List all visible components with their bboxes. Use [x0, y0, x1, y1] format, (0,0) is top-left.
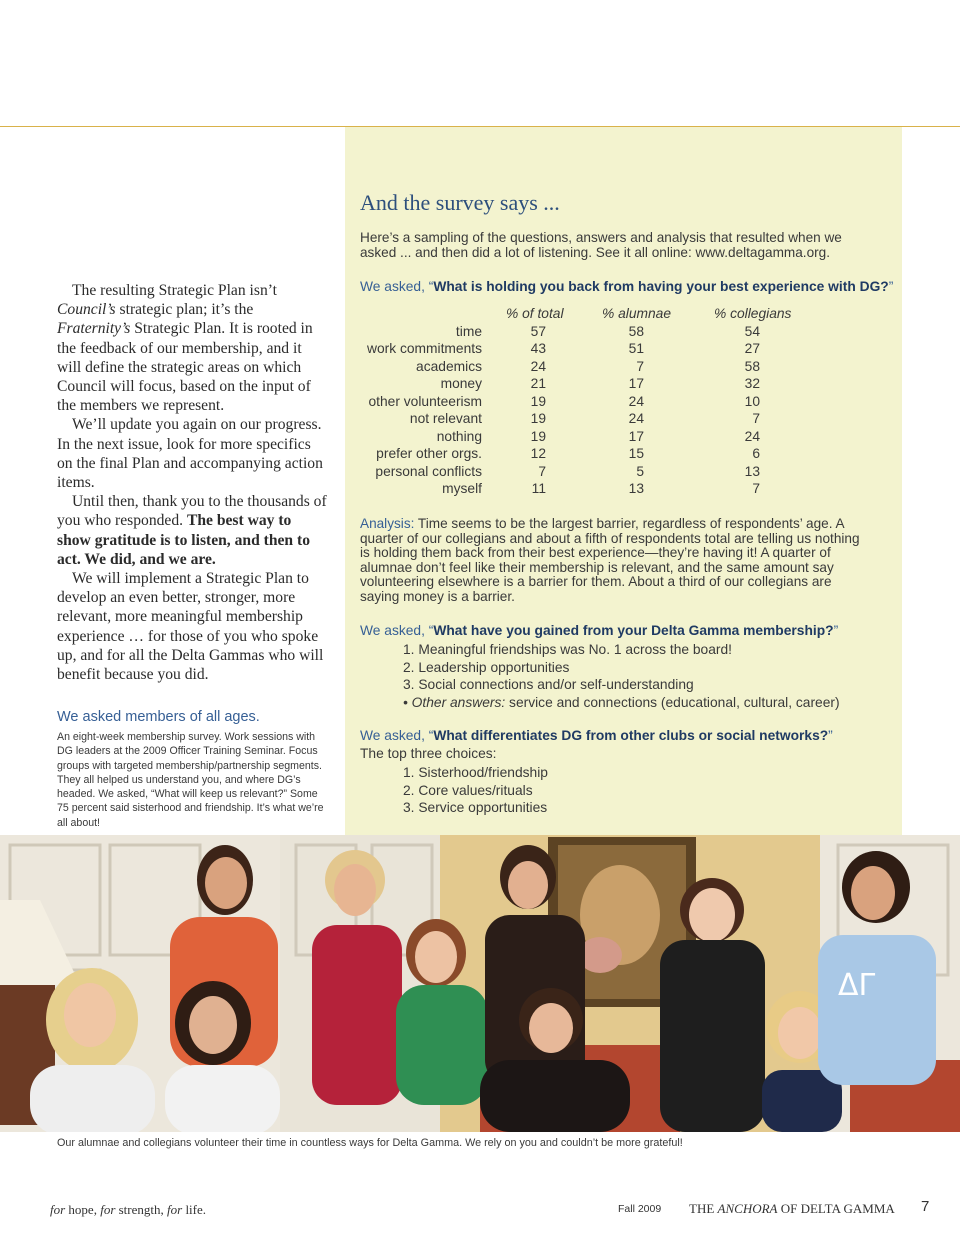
- mag-anchora: ANCHORA: [717, 1201, 778, 1216]
- table-cell-alumnae: 5: [636, 463, 644, 479]
- analysis-label: Analysis:: [360, 516, 415, 531]
- q2-answer-list: [403, 641, 883, 711]
- p1-fraternity: Fraternity’s: [57, 320, 131, 338]
- q3-lead: The top three choices:: [360, 746, 497, 761]
- tagline-for-2: for: [100, 1202, 116, 1217]
- table-cell-total: 43: [530, 341, 546, 356]
- list-item: [403, 694, 883, 712]
- mag-rest: OF DELTA GAMMA: [777, 1201, 895, 1216]
- table-cell-label: prefer other orgs.: [376, 446, 482, 461]
- table-cell-alumnae: 13: [628, 481, 644, 496]
- table-cell-collegians: 24: [744, 428, 760, 444]
- header-alumnae: % alumnae: [602, 306, 672, 321]
- list-item: 1. Sisterhood/friendship: [403, 765, 548, 780]
- q1-text: What is holding you back from having your best experience with DG?: [433, 279, 889, 294]
- table-cell-total: 24: [530, 358, 546, 374]
- table-row: [356, 324, 796, 342]
- tagline-hope: hope,: [65, 1202, 101, 1217]
- table-cell-label: personal conflicts: [375, 463, 482, 479]
- photo-caption: Our alumnae and collegians volunteer their time in countless ways for Delta Gamma. We rely on you and couldn’t be more grateful!: [57, 1137, 683, 1149]
- table-body: [356, 324, 796, 499]
- q3-suffix: ”: [828, 728, 833, 743]
- list-item: 3. Service opportunities: [403, 800, 548, 815]
- analysis: [360, 517, 870, 604]
- table-cell-label: nothing: [436, 428, 482, 444]
- table-cell-alumnae: 24: [628, 411, 644, 426]
- table-cell-label: not relevant: [409, 411, 482, 426]
- table-cell-alumnae: 58: [628, 323, 644, 339]
- q2-text: What have you gained from your Delta Gamma membership?: [433, 623, 834, 638]
- analysis-text: Time seems to be the largest barrier, regardless of respondents’ age. A quarter of our collegians and about a fifth of respondents total are telling us nothing is holding them back from their best experience—they’re having it! A quarter of alumnae don’t feel like their membership is relevant, and the same amount say volunteering elsewhere is a barrier for them. About a third of our collegians are saying money is a barrier.: [360, 516, 860, 604]
- table-cell-label: work commitments: [367, 341, 482, 356]
- table-cell-total: 11: [531, 481, 546, 496]
- survey-table: [356, 306, 796, 499]
- table-row: [356, 394, 796, 412]
- table-cell-collegians: 7: [752, 481, 760, 496]
- group-photo: [0, 835, 960, 1132]
- list-item: 2. Leadership opportunities: [403, 659, 570, 675]
- q2-suffix: ”: [833, 623, 839, 638]
- paragraph-3: [57, 492, 329, 569]
- footer-magazine-title: [689, 1201, 895, 1217]
- q2-prefix: We asked, “: [360, 623, 434, 638]
- footer-tagline: [50, 1202, 206, 1218]
- table-cell-total: 19: [530, 411, 546, 426]
- q1-suffix: ”: [888, 279, 894, 294]
- table-cell-label: money: [440, 376, 482, 391]
- members-body: An eight-week membership survey. Work sessions with DG leaders at the 2009 Officer Training Seminar. Focus groups with targeted membership/partnership segments. They all helped us understand you, and where DG’s headed. We asked, “What will keep us relevant?” Some 75 percent said sisterhood and friendship. It’s what we’re all about!: [57, 731, 324, 829]
- table-row: [356, 359, 796, 377]
- page-number: 7: [921, 1198, 930, 1215]
- paragraph-2: We’ll update you again on our progress. In the next issue, look for more specifics on the final Plan and accompanying action items.: [57, 416, 323, 492]
- table-header: [356, 306, 796, 324]
- table-cell-alumnae: 15: [628, 446, 644, 461]
- list-item: 3. Social connections and/or self-understanding: [403, 677, 694, 692]
- table-row: [356, 446, 796, 464]
- table-cell-total: 57: [530, 323, 546, 339]
- table-cell-alumnae: 17: [628, 376, 644, 391]
- table-row: [356, 411, 796, 429]
- table-cell-collegians: 13: [744, 463, 760, 479]
- table-cell-alumnae: 17: [628, 428, 644, 444]
- p1-text-a: The resulting Strategic Plan isn’t: [72, 282, 277, 299]
- question-2: [360, 623, 900, 638]
- tagline-strength: strength,: [115, 1202, 168, 1217]
- question-3: [360, 728, 900, 743]
- p1-text-c: Strategic Plan. It is rooted in the feedback of our membership, and it will define the strategic areas on which Council will focus, based on the input of the members we represent.: [57, 320, 313, 415]
- tagline-for-3: for: [167, 1202, 183, 1217]
- q3-text: What differentiates DG from other clubs or social networks?: [433, 728, 829, 743]
- q3-prefix: We asked, “: [360, 728, 434, 743]
- table-row: [356, 429, 796, 447]
- table-cell-collegians: 7: [752, 411, 760, 426]
- footer-issue: Fall 2009: [618, 1203, 662, 1215]
- table-cell-alumnae: 7: [636, 358, 644, 374]
- table-cell-alumnae: 51: [628, 341, 644, 356]
- p3-text: Until then, thank you to the thousands of you who responded.: [57, 493, 327, 530]
- tagline-life: life.: [182, 1202, 207, 1217]
- paragraph-4: We will implement a Strategic Plan to develop an even better, stronger, more relevant, more meaningful membership experience … for those of you who spoke up, and for all the Delta Gammas who will benefit because you did.: [57, 570, 324, 684]
- table-cell-total: 19: [530, 393, 546, 409]
- table-cell-total: 12: [530, 446, 546, 461]
- header-total: % of total: [506, 306, 564, 321]
- table-cell-label: myself: [442, 481, 482, 496]
- header-collegians: % collegians: [714, 306, 792, 321]
- table-cell-collegians: 32: [744, 376, 760, 391]
- members-heading: We asked members of all ages.: [57, 709, 260, 725]
- q1-prefix: We asked, “: [360, 279, 434, 294]
- table-row: [356, 481, 796, 499]
- table-cell-total: 19: [530, 428, 546, 444]
- table-cell-alumnae: 24: [628, 393, 644, 409]
- table-row: [356, 341, 796, 359]
- group-photo-illustration: [0, 835, 960, 1132]
- mag-the: THE: [689, 1201, 718, 1216]
- table-cell-collegians: 58: [744, 358, 760, 374]
- p1-council: Council’s: [57, 301, 116, 319]
- p3-bold-text: The best way to show gratitude is to listen, and then to act. We did, and we are.: [57, 512, 310, 568]
- survey-title: And the survey says ...: [360, 190, 560, 215]
- table-cell-total: 21: [530, 376, 546, 391]
- list-item: 1. Meaningful friendships was No. 1 across the board!: [403, 642, 733, 657]
- table-cell-collegians: 6: [752, 446, 760, 461]
- shirt-letters: ΔΓ: [838, 968, 876, 1003]
- p1-text-b: strategic plan; it’s the: [115, 301, 254, 319]
- paragraph-1: [57, 281, 329, 415]
- table-cell-collegians: 54: [744, 323, 760, 339]
- table-cell-collegians: 10: [744, 393, 760, 409]
- body-copy: [57, 281, 329, 684]
- table-cell-total: 7: [538, 463, 546, 479]
- question-1: [360, 279, 900, 294]
- q3-answer-list: [403, 764, 883, 817]
- other-answers-label: • Other answers:: [403, 694, 506, 710]
- table-cell-label: time: [455, 323, 482, 339]
- table-cell-label: other volunteerism: [368, 393, 482, 409]
- table-cell-label: academics: [416, 358, 482, 374]
- table-row: [356, 464, 796, 482]
- survey-intro: Here’s a sampling of the questions, answers and analysis that resulted when we asked ... and then did a lot of listening. See it all online: www.deltagamma.org.: [360, 230, 842, 260]
- other-answers-text: service and connections (educational, cultural, career): [505, 694, 840, 710]
- table-cell-collegians: 27: [744, 341, 760, 356]
- table-row: [356, 376, 796, 394]
- list-item: 2. Core values/rituals: [403, 782, 533, 798]
- tagline-for-1: for: [50, 1202, 66, 1217]
